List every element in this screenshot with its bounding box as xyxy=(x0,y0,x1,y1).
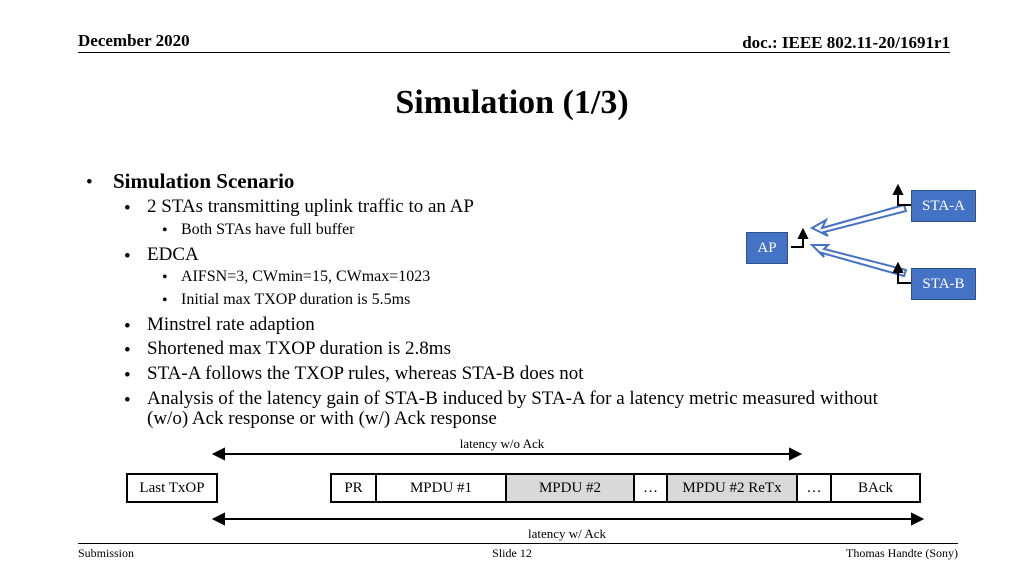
header-date: December 2020 xyxy=(78,31,190,50)
bullet-marker: • xyxy=(124,365,131,386)
frame-last-txop: Last TxOP xyxy=(126,473,218,503)
node-ap: AP xyxy=(746,232,788,264)
footer-author: Thomas Handte (Sony) xyxy=(846,546,958,560)
bullet-initial-txop: Initial max TXOP duration is 5.5ms xyxy=(181,291,411,308)
frame-ellipsis-1: … xyxy=(633,473,668,503)
frame-mpdu2: MPDU #2 xyxy=(505,473,635,503)
bullet-aifsn: AIFSN=3, CWmin=15, CWmax=1023 xyxy=(181,268,431,285)
node-sta-b: STA-B xyxy=(911,268,976,300)
bullet-marker: • xyxy=(124,390,131,411)
bullet-analysis-line1: Analysis of the latency gain of STA-B induced by STA-A for a latency metric measured without xyxy=(147,388,878,409)
label-latency-wo-ack: latency w/o Ack xyxy=(459,436,545,451)
bullet-scenario: Simulation Scenario xyxy=(113,169,295,193)
node-sta-a: STA-A xyxy=(911,190,976,222)
frame-mpdu1: MPDU #1 xyxy=(375,473,507,503)
frame-ellipsis-2: … xyxy=(796,473,832,503)
frame-back: BAck xyxy=(830,473,921,503)
label-latency-w-ack: latency w/ Ack xyxy=(528,526,606,541)
bullet-sta-rules: STA-A follows the TXOP rules, whereas STA-B does not xyxy=(147,363,584,384)
bullet-edca: EDCA xyxy=(147,244,199,265)
bullet-analysis-line2: (w/o) Ack response or with (w/) Ack response xyxy=(147,408,497,429)
bullet-marker: • xyxy=(162,292,168,309)
header-doc-id: doc.: IEEE 802.11-20/1691r1 xyxy=(742,33,950,52)
bullet-marker: • xyxy=(124,198,131,219)
bullet-stas: 2 STAs transmitting uplink traffic to an AP xyxy=(147,196,474,217)
bullet-marker: • xyxy=(86,172,93,193)
footer-slide-number: Slide 12 xyxy=(492,546,532,560)
bullet-marker: • xyxy=(162,269,168,286)
bullet-full-buffer: Both STAs have full buffer xyxy=(181,221,355,238)
bullet-shortened-txop: Shortened max TXOP duration is 2.8ms xyxy=(147,338,451,359)
bullet-marker: • xyxy=(124,246,131,267)
frame-pr: PR xyxy=(330,473,377,503)
frame-mpdu2-retx: MPDU #2 ReTx xyxy=(666,473,798,503)
footer-submission: Submission xyxy=(78,546,135,560)
slide-title: Simulation (1/3) xyxy=(395,84,629,121)
latency-w-ack-arrow xyxy=(214,514,922,524)
bullet-marker: • xyxy=(162,222,168,239)
bullet-minstrel: Minstrel rate adaption xyxy=(147,314,315,335)
footer-divider xyxy=(78,543,958,544)
bullet-marker: • xyxy=(124,340,131,361)
bullet-marker: • xyxy=(124,316,131,337)
